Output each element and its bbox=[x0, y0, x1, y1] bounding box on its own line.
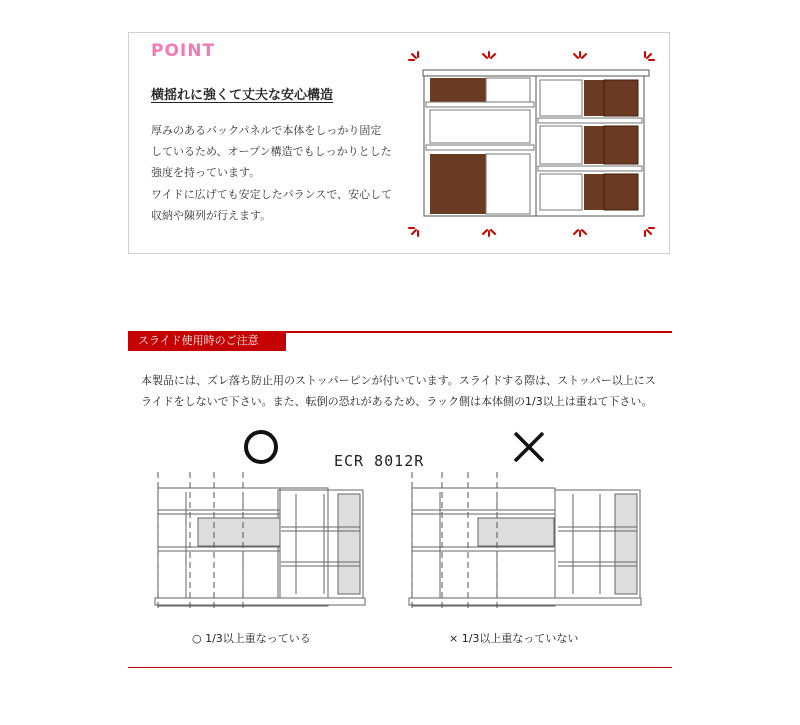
caution-body-line: 本製品には、ズレ落ち防止用のストッパーピンが付いています。スライドする際は、ストッパー以上にス bbox=[141, 374, 656, 387]
ng-caption: × 1/3以上重なっていない bbox=[449, 632, 579, 645]
caution-body-line: ライドをしないで下さい。また、転倒の恐れがあるため、ラック側は本体側の1/3以上は重ねて下さい。 bbox=[141, 395, 653, 408]
point-body-line: 厚みのあるバックパネルで本体をしっかり固定 bbox=[151, 124, 382, 137]
model-label: ECR 8012R bbox=[334, 452, 425, 470]
point-body-line: 強度を持っています。 bbox=[151, 166, 261, 179]
caution-badge: スライド使用時のご注意 bbox=[128, 331, 286, 351]
point-body-line: 収納や陳列が行えます。 bbox=[151, 209, 272, 222]
point-title: 横揺れに強くて丈夫な安心構造 bbox=[151, 88, 334, 103]
point-body-line: ワイドに広げても安定したバランスで、安心して bbox=[151, 188, 393, 201]
point-body-line: しているため、オープン構造でもしっかりとした bbox=[151, 145, 392, 158]
ok-caption: ○ 1/3以上重なっている bbox=[192, 632, 311, 645]
point-label: POINT bbox=[151, 41, 216, 61]
bottom-rule bbox=[128, 667, 672, 668]
